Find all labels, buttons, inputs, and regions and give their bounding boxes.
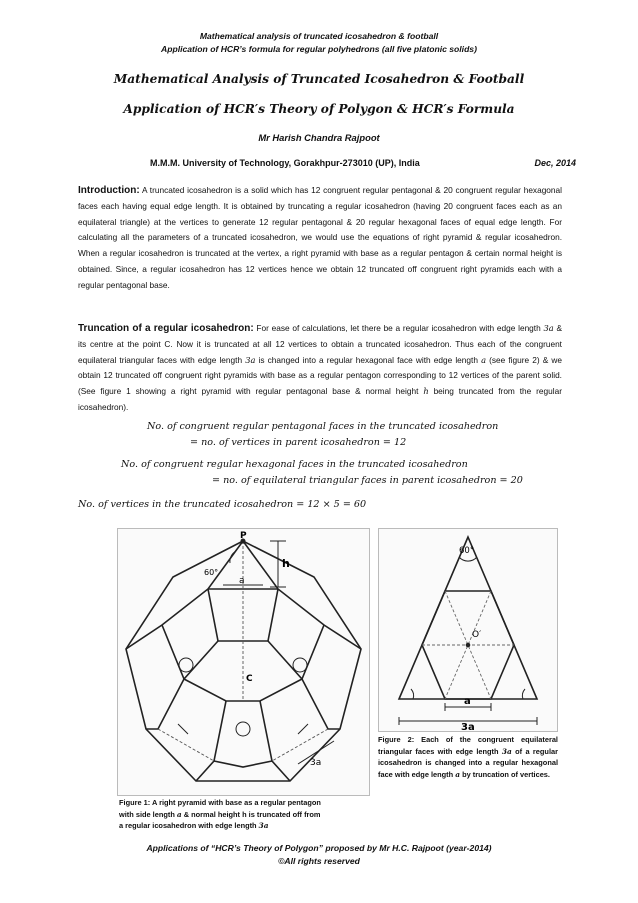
figure-1-caption-line3: [119, 820, 381, 832]
figure-1-label-c: C: [246, 674, 253, 684]
figure-1-label-angle: 60°: [204, 568, 219, 577]
truncation-text-1: For ease of calculations, let there be a regular icosahedron with edge length: [256, 323, 541, 333]
figure-2-drawing: [379, 529, 557, 731]
running-header-line1: Mathematical analysis of truncated icosahedron & football: [199, 31, 439, 41]
footer-line2: ©All rights reserved: [278, 856, 360, 866]
figure-1-caption-text-a: with side length: [119, 809, 175, 819]
truncation-text-5: being truncated from the regular icosahedron).: [78, 386, 562, 412]
truncation-paragraph: [78, 321, 562, 416]
figure-2-caption-math-1: 3a: [501, 746, 512, 756]
figure-1-caption-line2: [119, 809, 381, 821]
running-header-line2: Application of HCR’s formula for regular polyhedrons (all five platonic solids): [161, 44, 477, 54]
figure-2-caption-text-a: Figure 2: Each of the congruent equilateral triangular faces with edge length: [378, 735, 558, 756]
equation-2-line-a: No. of congruent regular hexagonal faces in the truncated icosahedron: [121, 459, 468, 470]
truncation-heading: Truncation of a regular icosahedron:: [78, 323, 254, 334]
footer: [0, 842, 638, 868]
equation-1-line-b: = no. of vertices in parent icosahedron = 12: [190, 437, 407, 448]
truncation-math-3: a: [481, 354, 487, 365]
affiliation: M.M.M. University of Technology, Gorakhpur-273010 (UP), India: [150, 158, 420, 168]
figure-2-label-edge: 3a: [461, 722, 475, 731]
figure-1: [117, 528, 370, 796]
figure-1-label-edge: 3a: [310, 758, 322, 768]
paper-title-line2: Application of HCR′s Theory of Polygon & HCR′s Formula: [123, 102, 515, 116]
figure-1-label-h: h: [282, 557, 290, 570]
figure-2-caption-text-b: of a regular icosahedron is changed into a regular hexagonal face with edge length: [378, 746, 558, 779]
figure-1-label-a: a: [239, 576, 245, 586]
truncation-text-3: is changed into a regular hexagonal face with edge length: [258, 354, 478, 365]
truncation-math-2: 3a: [245, 354, 256, 365]
intro-text: A truncated icosahedron is a solid which has 12 congruent regular pentagonal & 20 congruent regular hexagonal faces each having equal edge length. It is obtained by truncating a regular icosahedron (having 20 congruent faces each as an equilateral triangle) at the vertices to generate 12 regular pentagonal & 20 regular hexagonal faces of equal edge length. For calculating all the parameters of a truncated icosahedron, we would use the equations of right pyramid & regular icosahedron. When a regular icosahedron is truncated at the vertex, a right pyramid with base as a regular pentagon & certain normal height is obtained. Since, a regular icosahedron has 12 vertices hence we obtain 12 truncated off congruent right pyramids each with a regular pentagonal base.: [78, 185, 562, 290]
figure-2-caption: [378, 734, 558, 780]
truncation-math-1: 3a: [543, 323, 554, 333]
intro-heading: Introduction:: [78, 185, 140, 196]
figure-2-label-a: a: [464, 696, 471, 707]
figure-1-caption-text-b: & normal height h is truncated off from: [183, 809, 321, 819]
figure-1-label-p: P: [240, 531, 247, 541]
footer-line1: Applications of “HCR’s Theory of Polygon” proposed by Mr H.C. Rajpoot (year-2014): [146, 843, 492, 853]
equation-1-line-a: No. of congruent regular pentagonal faces in the truncated icosahedron: [147, 421, 499, 432]
truncation-math-4: h: [423, 386, 429, 397]
figure-1-drawing: [118, 529, 369, 795]
equation-2-line-b: = no. of equilateral triangular faces in parent icosahedron = 20: [212, 475, 523, 486]
figure-1-caption: [119, 797, 381, 832]
figure-2-caption-text-c: by truncation of vertices.: [462, 769, 550, 779]
figure-1-caption-math-2: 3a: [258, 821, 269, 830]
figure-1-caption-line1: Figure 1: A right pyramid with base as a regular pentagon: [119, 798, 321, 807]
intro-paragraph: [78, 183, 562, 294]
author-name: Mr Harish Chandra Rajpoot: [258, 132, 380, 143]
paper-date: Dec, 2014: [534, 158, 576, 168]
figure-2-label-angle: 60°: [459, 546, 475, 556]
equation-3: No. of vertices in the truncated icosahedron = 12 × 5 = 60: [78, 499, 367, 510]
truncation-text-2: & its centre at the point C. Now it is truncated at all 12 vertices to obtain a truncated icosahedron. Thus each of the congruent equilateral triangular faces with edge length: [78, 323, 562, 365]
truncation-text-4: (see figure 2) & we obtain 12 truncated off congruent right pyramids with base as a regular pentagon corresponding to 12 vertices of the parent solid. (See figure 1 showing a right pyramid with regular pentagonal base & normal height: [78, 354, 562, 397]
figure-1-caption-text-c: a regular icosahedron with edge length: [119, 821, 257, 830]
paper-title-line1: Mathematical Analysis of Truncated Icosahedron & Football: [113, 72, 525, 86]
figure-1-caption-math-1: a: [176, 809, 182, 819]
figure-2-caption-math-2: a: [455, 769, 461, 779]
figure-2: [378, 528, 558, 732]
figure-2-label-o: O′: [472, 630, 482, 640]
